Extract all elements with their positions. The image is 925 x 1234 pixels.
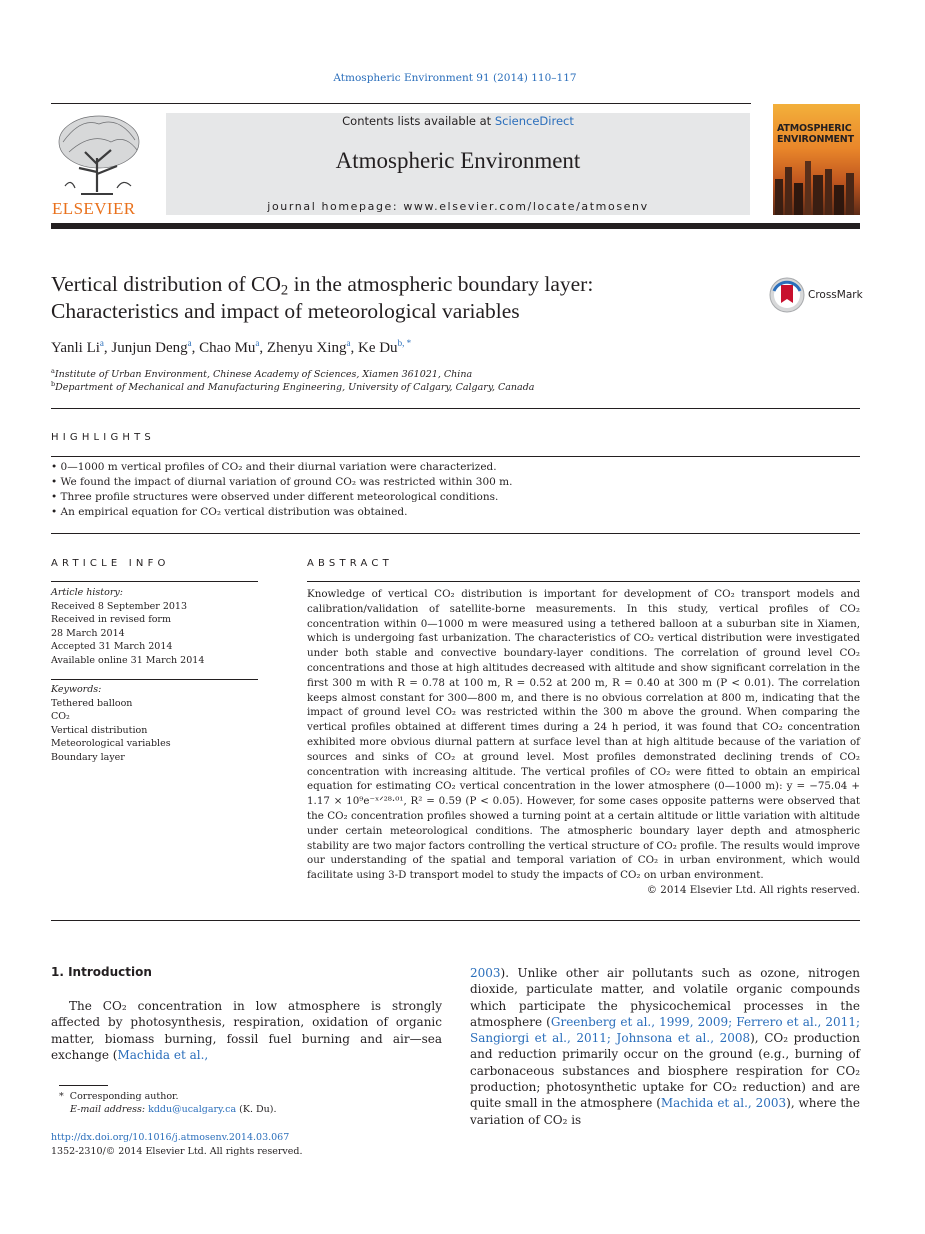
title-line-1: Vertical distribution of $CO_2$ in the atmospheric boundary layer: [51, 272, 594, 299]
elsevier-tree-logo [51, 112, 145, 198]
article-info-rule [51, 581, 258, 582]
article-info-heading: ARTICLE INFO [51, 558, 170, 569]
highlight-item: • 0—1000 m vertical profiles of CO₂ and their diurnal variation were characterized. [51, 461, 497, 473]
cover-title-line1: ATMOSPHERIC [777, 123, 852, 134]
affiliation-a: $^a$Institute of Urban Environment, Chinese Academy of Sciences, Xiamen 361021, China [51, 366, 473, 380]
abstract-bottom-rule [51, 920, 860, 921]
crossmark-label: CrossMark [808, 289, 863, 301]
history-line: Accepted 31 March 2014 [51, 641, 173, 652]
author-2[interactable]: Junjun Deng$^a$ [111, 338, 192, 356]
ref-machida-2003[interactable]: Machida et al., [117, 1047, 209, 1062]
crossmark-icon [769, 277, 805, 313]
author-5[interactable]: Ke $Du^{b, *}$ [357, 338, 412, 356]
homepage-prefix: journal homepage: [267, 200, 404, 213]
history-line: Received 8 September 2013 [51, 600, 188, 612]
intro-col2-text: 2003). Unlike other air pollutants such as ozone, nitrogen dioxide, particulate matter, and volatile organic compounds which participate the physicochemical processes in the atmosphere (Greenberg et al., 1999, 2009; Ferrero et al., 2011; Sangiorgi et al., 2011; Johnsona et al., 2008), CO₂ production and reduction primarily occur on the ground (e.g., burning of carbonaceous substances and biosphere respiration for CO₂ production; photosynthetic uptake for CO₂ reduction) and are quite small in the atmosphere (Machida et al., 2003), where the variation of CO₂ is [470, 966, 860, 1127]
doi-link[interactable]: http://dx.doi.org/10.1016/j.atmosenv.2014.03.067 [51, 1132, 290, 1143]
abstract-heading: ABSTRACT [307, 558, 393, 569]
history-line: 28 March 2014 [51, 627, 125, 639]
abstract-rule [307, 581, 860, 582]
header-thick-rule [51, 223, 860, 229]
email-note: E-mail address: kddu@ucalgary.ca (K. Du). [70, 1104, 277, 1115]
keyword: Boundary layer [51, 751, 125, 763]
ref-greenberg-group[interactable]: Greenberg et al., 1999, 2009; Ferrero et al., 2011; Sangiorgi et al., 2011; Johnsona et al., 2008 [470, 1014, 860, 1046]
cover-title-line2: ENVIRONMENT [777, 134, 854, 145]
journal-name: Atmospheric Environment [335, 148, 581, 173]
abstract-copyright: © 2014 Elsevier Ltd. All rights reserved. [646, 884, 860, 896]
keyword: CO₂ [51, 711, 70, 722]
title-line-2: Characteristics and impact of meteorological variables [51, 299, 520, 323]
elsevier-wordmark: ELSEVIER [52, 199, 136, 218]
author-email-link[interactable]: kddu@ucalgary.ca [148, 1104, 237, 1115]
author-3[interactable]: Chao Mu$^a$ [199, 338, 260, 356]
contents-line [166, 114, 750, 128]
issn-line: 1352-2310/© 2014 Elsevier Ltd. All rights reserved. [51, 1146, 303, 1157]
sciencedirect-link[interactable]: ScienceDirect [494, 114, 574, 128]
intro-col1-text: The CO₂ concentration in low atmosphere is strongly affected by photosynthesis, respiration, oxidation of organic matter, biomass burning, fossil fuel burning and air—sea exchange (Machida et al., [51, 999, 442, 1062]
affiliation-b: $^b$Department of Mechanical and Manufacturing Engineering, University of Calgary, Calgary, Canada [51, 379, 535, 393]
author-list: Yanli Li$^a$, Junjun Deng$^a$, Chao Mu$^a$, Zhenyu Xing$^a$, Ke $Du^{b, *}$ [51, 338, 412, 356]
keywords-rule [51, 679, 258, 680]
highlights-bottom-rule [51, 533, 860, 534]
keyword: Tethered balloon [51, 697, 133, 709]
highlight-item: • We found the impact of diurnal variation of ground CO₂ was restricted within 300 m. [51, 476, 513, 488]
history-line: Received in revised form [51, 614, 171, 625]
ref-machida-2003-cont[interactable]: 2003 [470, 966, 501, 980]
affiliation-rule [51, 408, 860, 409]
footnote-rule [59, 1085, 108, 1086]
history-label: Article history: [51, 587, 123, 598]
highlight-item: • An empirical equation for CO₂ vertical distribution was obtained. [51, 506, 408, 518]
contents-prefix: Contents lists available at [342, 114, 495, 128]
highlights-heading: HIGHLIGHTS [51, 432, 155, 443]
history-line: Available online 31 March 2014 [51, 654, 205, 666]
cover-city-skyline [773, 159, 860, 215]
highlight-item: • Three profile structures were observed under different meteorological conditions. [51, 491, 499, 503]
crossmark-badge[interactable] [769, 277, 861, 313]
ref-machida-2003-b[interactable]: Machida et al., 2003 [660, 1096, 787, 1111]
corresponding-author-note: * Corresponding author. [59, 1091, 179, 1102]
homepage-url[interactable]: www.elsevier.com/locate/atmosenv [403, 200, 649, 213]
abstract-text: Knowledge of vertical CO₂ distribution is important for development of CO₂ transport models and calibration/validation of satellite-borne measurements. In this study, vertical profiles of CO₂ concentration within 0—1000 m were measured using a tethered balloon at a suburban site in Xiamen, which is undergoing fast urbanization. The characteristics of CO₂ vertical distribution were investigated under both stable and convective boundary-layer conditions. The correlation of ground level CO₂ concentrations and those at high altitudes decreased with altitude and show significant correlation in the first 300 m with R = 0.78 at 100 m, R = 0.52 at 200 m, R = 0.40 at 300 m (P < 0.01). The correlation keeps almost constant for 300—800 m, and there is no obvious correlation at 800 m, indicating that the impact of ground level CO₂ was restricted within the 300 m above the ground. When comparing the vertical profiles obtained at different times during a 24 h period, it was found that CO₂ concentration exhibited more obvious diurnal pattern at surface level than at high altitude because of the variation of sources and sinks of CO₂ at ground level. Most profiles demonstrated declining trends of CO₂ concentration with increasing altitude. The vertical profiles of CO₂ were fitted to obtain an empirical equation for estimating CO₂ vertical concentration in the lower atmosphere (0—1000 m): y = −75.04 + 1.17 × 10⁹e⁻ˣᐟ²⁸·⁰¹, R² = 0.59 (P < 0.05). However, for some cases opposite patterns were observed that the CO₂ concentration profiles showed a turning point at a certain altitude or little variation with altitude under certain meteorological conditions. The atmospheric boundary layer depth and atmospheric stability are two major factors controlling the vertical structure of CO₂ profile. The results would improve our understanding of the spatial and temporal variation of CO₂ in urban environment, which would facilitate using 3-D transport model to study the impacts of CO₂ on urban environment. [307, 588, 860, 882]
highlights-rule [51, 456, 860, 457]
article-history [51, 586, 258, 667]
keywords-label: Keywords: [51, 684, 102, 695]
keyword: Meteorological variables [51, 738, 171, 749]
author-1[interactable]: Yanli Li$^a$ [51, 338, 104, 356]
article-title [51, 271, 741, 325]
keywords-block [51, 683, 258, 764]
journal-cover [773, 104, 860, 215]
keyword: Vertical distribution [51, 724, 148, 736]
journal-homepage [166, 200, 750, 213]
intro-heading: 1. Introduction [51, 965, 152, 979]
journal-citation[interactable]: Atmospheric Environment 91 (2014) 110–117 [333, 72, 577, 84]
header-top-rule [51, 103, 751, 104]
author-4[interactable]: Zhenyu Xing$^a$ [266, 338, 351, 356]
